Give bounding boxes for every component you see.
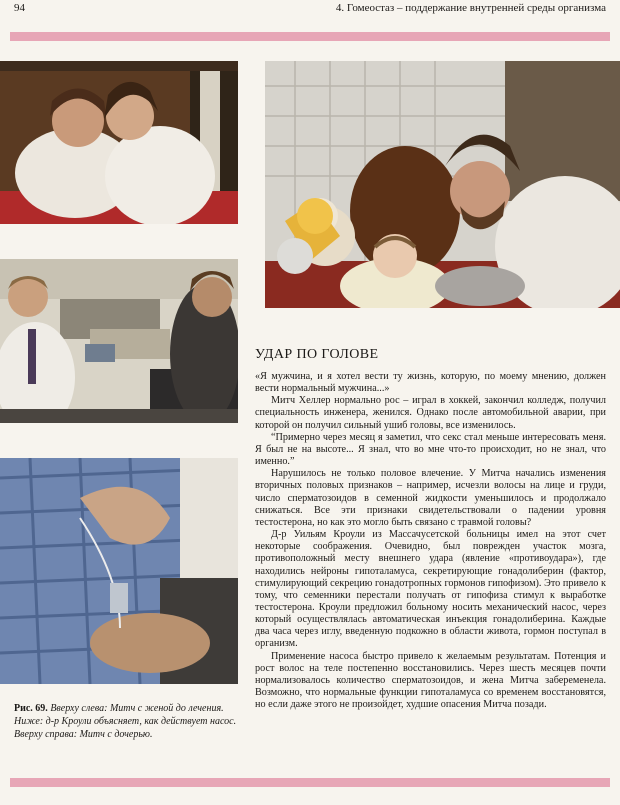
figure-label: Рис. 69. [14,703,48,714]
running-head: 4. Гомеостаз – поддержание внутренней среды организма [335,2,606,14]
article-paragraph: Нарушилось не только половое влечение. У Митча начались изменения вторичных половых признаков – например, исчезли волосы на лице и груди, число сперматозоидов в семенной жидкости уменьшилось и продолжало снижаться. Все эти признаки свидетельствовали о падении уровня тестостерона, но как это могло быть связано с травмой головы? [255,468,606,528]
page-number: 94 [14,2,25,14]
article-paragraph: Д-р Уильям Кроули из Массачусетской больницы имел на этот счет некоторые соображения. Очевидно, был поврежден участок мозга, противоположный месту внешнего удара (явление «противоудара»), где находились нейроны гипоталамуса, секретирующие гонадолиберин (фактор, стимулирующий секрецию гонадотропных гормонов гипофизом). Это привело к тому, что семенники перестали получать от гипофиза стимул к выработке тестостерона. Кроули предложил больному носить механический насос, через который осуществлялась автоматическая инъекция гонадолиберина. Каждые два часа через иглу, введенную подкожно в области живота, гормон поступал в организм. [255,529,606,650]
article-heading: УДАР ПО ГОЛОВЕ [255,347,379,362]
bottom-rule [10,778,610,787]
article-paragraph: «Я мужчина, и я хотел вести ту жизнь, которую, по моему мнению, должен вести нормальный мужчина...» [255,371,606,395]
photo-pump-closeup [0,458,238,684]
figure-caption [14,702,250,741]
photo-couple [0,61,238,224]
article-paragraph: Митч Хеллер нормально рос – играл в хоккей, закончил колледж, получил специальность инженера, женился. Однако после автомобильной аварии, при которой он получил сильный ушиб головы, все изменилось. [255,395,606,431]
figure-caption-text: Вверху слева: Митч с женой до лечения. Ниже: д-р Кроули объясняет, как действует насос. Вверху справа: Митч с дочерью. [14,703,237,740]
article-body [255,371,606,711]
photo-father-daughter [265,61,620,308]
article-paragraph: “Примерно через месяц я заметил, что секс стал меньше интересовать меня. Я был не на высоте... Я знал, что во мне что-то происходит, но не знал, что именно.” [255,431,606,468]
photo-doctor-patient [0,259,238,423]
article-paragraph: Применение насоса быстро привело к желаемым результатам. Потенция и рост волос на теле постепенно восстановились. Через шесть месяцев почти нормализовалось количество сперматозоидов, и жена Митча забеременела. Возможно, что нормальные функции гипоталамуса со временем восстановятся, но если даже этого не произойдет, худшие опасения Митча позади. [255,650,606,711]
top-rule [10,32,610,41]
